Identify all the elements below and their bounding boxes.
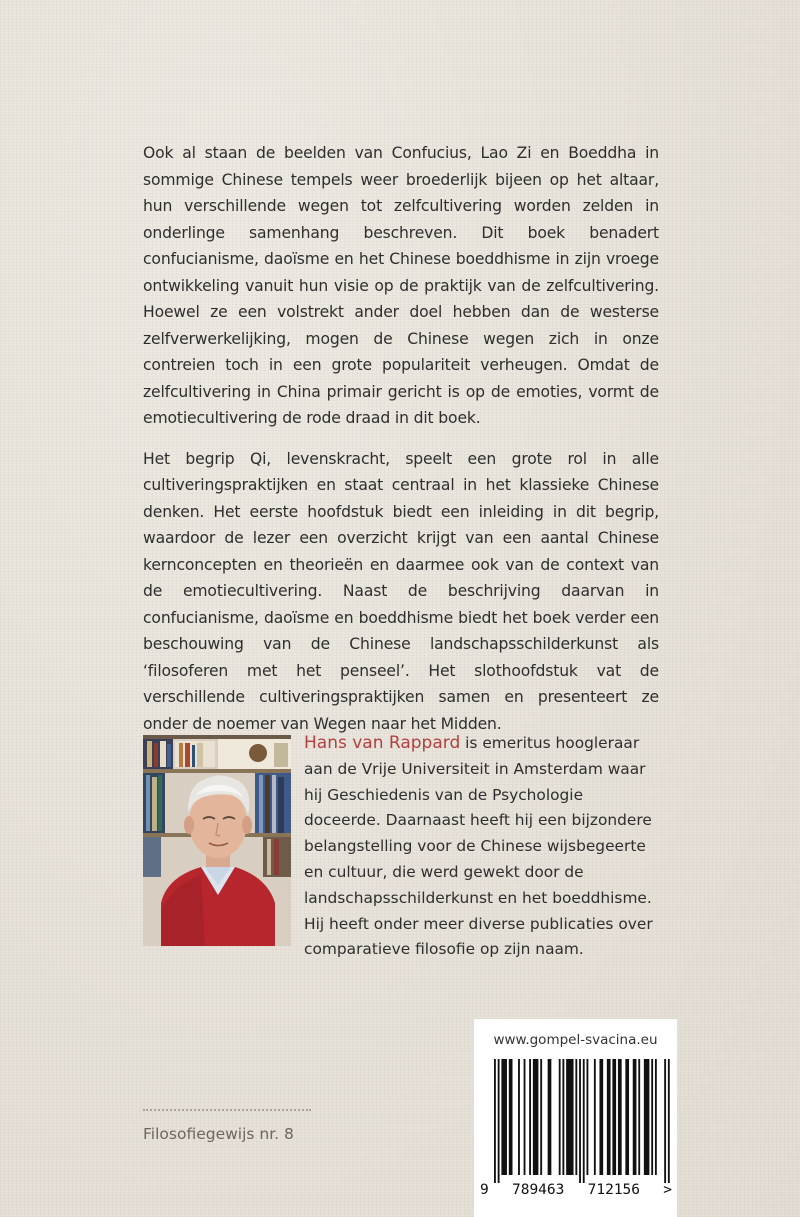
barcode-bar (529, 1059, 531, 1175)
barcode-guard-bar (664, 1059, 666, 1183)
author-bio (304, 731, 660, 963)
author-photo (143, 735, 291, 946)
author-bio-text: is emeritus hoogleraar aan de Vrije Universiteit in Amsterdam waar hij Geschiedenis van de Psychologie doceerde. Daarnaast heeft hij een bijzondere belangstelling voor de Chinese wijsbegeerte en cultuur, die werd gewekt door de landschapsschilderkunst en het boeddhisme. Hij heeft onder meer diverse publicaties over comparatieve filosofie op zijn naam. (304, 734, 653, 959)
series-label: Filosofiegewijs nr. 8 (143, 1125, 294, 1143)
barcode-bar (566, 1059, 573, 1175)
barcode-bar (559, 1059, 561, 1175)
barcode-bar (524, 1059, 526, 1175)
isbn-first-digit: 9 (480, 1182, 489, 1198)
barcode-bar (533, 1059, 539, 1175)
author-name: Hans van Rappard (304, 733, 461, 753)
barcode-bar (625, 1059, 629, 1175)
isbn-left-group: 789463 (511, 1182, 565, 1198)
isbn-arrow: > (663, 1182, 672, 1198)
barcode-guard-bar (668, 1059, 670, 1183)
publisher-url: www.gompel-svacina.eu (493, 1032, 658, 1048)
isbn-barcode (480, 1059, 670, 1185)
barcode-bar (594, 1059, 596, 1175)
barcode-guard-bar (498, 1059, 500, 1183)
barcode-bar (518, 1059, 520, 1175)
barcode-panel (474, 1019, 677, 1217)
barcode-guard-bar (494, 1059, 496, 1183)
barcode-bar (575, 1059, 577, 1175)
barcode-bar (548, 1059, 552, 1175)
isbn-digits (480, 1182, 672, 1198)
blurb-paragraph-1: Ook al staan de beelden van Confucius, Lao Zi en Boeddha in sommige Chinese tempels weer broederlijk bijeen op het altaar, hun verschillende wegen tot zelfcultivering worden zelden in onderlinge samenhang beschreven. Dit boek benadert confucianisme, daoïsme en het Chinese boeddhisme in zijn vroege ontwikkeling vanuit hun visie op de praktijk van de zelfcultivering. Hoewel ze een volstrekt ander doel hebben dan de westerse zelfverwerkelijking, mogen de Chinese wegen zich in onze contreien toch in een grote populariteit verheugen. Omdat de zelfcultivering in China primair gericht is op de emoties, vormt de emotiecultivering de rode draad in dit boek. (143, 144, 659, 427)
barcode-bar (651, 1059, 653, 1175)
barcode-bar (633, 1059, 637, 1175)
blurb-text (143, 140, 659, 751)
barcode-bar (540, 1059, 542, 1175)
barcode-bar (587, 1059, 589, 1175)
series-divider (143, 1109, 311, 1111)
barcode-bar (599, 1059, 603, 1175)
barcode-bar (607, 1059, 611, 1175)
barcode-guard-bar (583, 1059, 585, 1183)
barcode-bar (644, 1059, 650, 1175)
barcode-bar (501, 1059, 507, 1175)
blurb-paragraph-2: Het begrip Qi, levenskracht, speelt een grote rol in alle cultiveringspraktijken en staat centraal in het klassieke Chinese denken. Het eerste hoofdstuk biedt een inleiding in dit begrip, waardoor de lezer een overzicht krijgt van een aantal Chinese kernconcepten en theorieën en daarmee ook van de context van de emotiecultivering. Naast de beschrijving daarvan in confucianisme, daoïsme en boeddhisme biedt het boek verder een beschouwing van de Chinese landschapsschilderkunst als ‘filosoferen met het penseel’. Het slothoofdstuk vat de verschillende cultiveringspraktijken samen en presenteert ze onder de noemer van Wegen naar het Midden. (143, 449, 659, 733)
barcode-bar (638, 1059, 640, 1175)
barcode-bar (618, 1059, 622, 1175)
barcode-bar (655, 1059, 657, 1175)
barcode-bar (562, 1059, 564, 1175)
barcode-bar (509, 1059, 513, 1175)
barcode-guard-bar (579, 1059, 581, 1183)
barcode-bar (612, 1059, 616, 1175)
isbn-right-group: 712156 (587, 1182, 641, 1198)
